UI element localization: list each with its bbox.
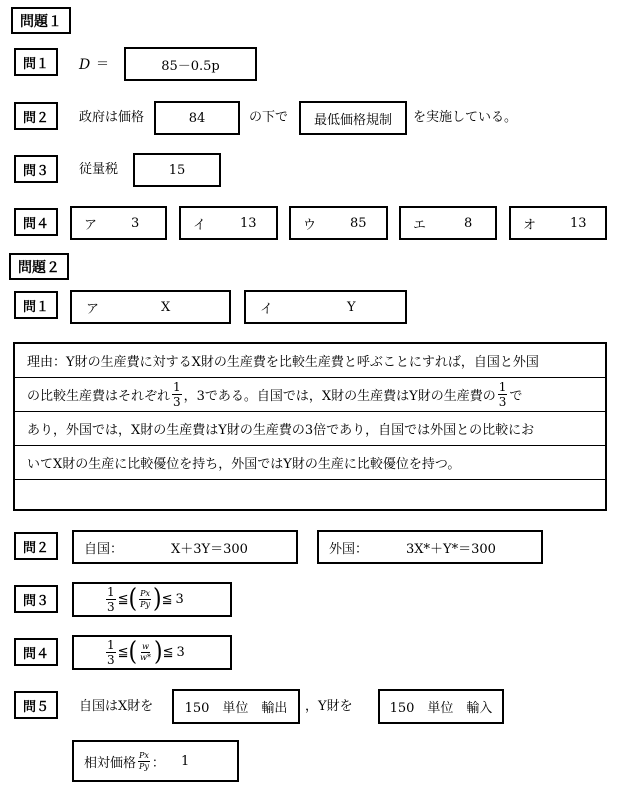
p2-q4-ratio-den: w* [140, 653, 151, 662]
q3-pre: 従量税 [79, 162, 119, 177]
q2-price: 84 [188, 110, 206, 126]
reason-line-3 [15, 412, 605, 446]
q4-key-i: イ [193, 217, 207, 233]
p2-q3-rhs: 3 [175, 592, 184, 607]
reason-text-2b: ，3である。自国では，X財の生産費はY財の生産費の [183, 389, 496, 404]
p2-q4-rparen: ) [154, 636, 163, 667]
q3-answer-box [133, 153, 221, 187]
q4-key-o: オ [523, 217, 537, 233]
p2-q4-le2: ≦ [162, 645, 174, 660]
p2-q4-frac-num: 1 [107, 638, 115, 652]
p2-q1-label: 問１ [14, 291, 58, 319]
q2-pre: 政府は価格 [79, 110, 145, 125]
reason-text-2c: で [509, 389, 523, 404]
q4-val-e: 8 [464, 215, 473, 231]
q4-key-a: ア [84, 217, 98, 233]
q2-mid: の下で [249, 110, 289, 125]
p2-q2-foreign-label: 外国： [329, 541, 369, 557]
p2-q3-le: ≦ [117, 592, 129, 607]
q1-label: 問１ [14, 48, 58, 76]
reason-text-2a: の比較生産費はそれぞれ [27, 389, 171, 404]
reason-frac-den-1: 3 [173, 395, 181, 409]
p2-q3-label: 問３ [14, 585, 58, 613]
p2-q5-pre: 自国はX財を [79, 699, 154, 714]
p2-q2-foreign-eq: 3X*＋Y*＝300 [406, 541, 496, 557]
q1-var: D [79, 57, 91, 73]
p2-q1-i-key: イ [260, 301, 274, 317]
q3-label: 問３ [14, 155, 58, 183]
reason-line-1 [15, 344, 605, 378]
q2-policy: 最低価格規制 [313, 112, 392, 128]
q4-key-u: ウ [303, 217, 317, 233]
p2-q5-rp-box [72, 740, 239, 782]
section-title-2: 問題２ [9, 253, 69, 280]
reason-line-4 [15, 446, 605, 480]
p2-q5-y-ans: 150 単位 輸入 [389, 701, 493, 716]
q2-label: 問２ [14, 102, 58, 130]
p2-q1-i-val: Y [347, 299, 356, 315]
p2-q5-rp-frac [138, 752, 150, 771]
p2-q4-ratio-num: w [142, 642, 149, 651]
p2-q3-ratio-num: Px [140, 589, 151, 598]
reason-text-1: 理由：Y財の生産費に対するX財の生産費を比較生産費と呼ぶことにすれば，自国と外国 [27, 355, 539, 370]
p2-q5-rp-num: Px [139, 750, 149, 760]
p2-q3-le2: ≦ [161, 592, 173, 607]
p2-q2-home-box [72, 530, 298, 564]
p2-q5-y-box [378, 689, 504, 724]
p2-q5-rp-val: 1 [180, 753, 190, 769]
p2-q5-rp-den: Py [139, 761, 149, 771]
p2-q3-frac-num: 1 [107, 585, 115, 599]
q2-post: を実施している。 [413, 110, 518, 125]
p2-q4-label: 問４ [14, 638, 58, 666]
q1-answer: 85－0.5p [161, 58, 220, 74]
p2-q4-rhs: 3 [176, 645, 185, 660]
reason-text-3: あり，外国では，X財の生産費はY財の生産費の3倍であり，自国では外国との比較にお [27, 423, 535, 438]
reason-text-4: いてX財の生産に比較優位を持ち，外国ではY財の生産に比較優位を持つ。 [27, 457, 461, 472]
reason-frac-den-2: 3 [498, 395, 507, 409]
p2-q4-ratio [139, 643, 152, 662]
q4-item-u [289, 206, 388, 240]
reason-line-5 [15, 480, 605, 514]
q4-val-o: 13 [570, 215, 587, 231]
p2-q4-le: ≦ [117, 645, 129, 660]
reason-fraction-1 [172, 381, 182, 408]
q4-label: 問４ [14, 208, 58, 236]
q4-val-a: 3 [131, 215, 140, 231]
p2-q3-ratio [139, 590, 151, 609]
p2-q3-box [72, 582, 232, 617]
p2-q4-lparen: ( [128, 636, 138, 667]
q2-policy-box [299, 101, 407, 135]
p2-q5-x-ans: 150 単位 輸出 [184, 701, 288, 716]
q4-val-u: 85 [350, 215, 367, 231]
p2-q4-frac-den: 3 [107, 653, 115, 667]
section-title-1: 問題１ [11, 7, 71, 34]
reason-line-2 [15, 378, 605, 412]
p2-q4-frac [106, 639, 116, 666]
reason-box [13, 342, 607, 511]
p2-q3-ratio-den: Py [140, 600, 151, 609]
p2-q1-a-box [70, 290, 231, 324]
q4-item-a [70, 206, 167, 240]
p2-q2-foreign-box [317, 530, 543, 564]
q4-item-o [509, 206, 607, 240]
p2-q5-x-box [172, 689, 300, 724]
p2-q3-rparen: ) [153, 583, 162, 614]
q4-key-e: エ [413, 217, 427, 233]
p2-q3-lparen: ( [128, 583, 138, 614]
p2-q1-a-key: ア [86, 301, 100, 317]
q1-answer-box [124, 47, 257, 81]
q4-item-e [399, 206, 497, 240]
reason-fraction-2 [498, 381, 508, 408]
p2-q2-home-eq: X＋3Y＝300 [171, 541, 248, 557]
p2-q3-frac [106, 586, 116, 613]
p2-q2-home-label: 自国： [84, 541, 124, 557]
q2-price-box [154, 101, 240, 135]
p2-q5-mid: ，Y財を [305, 699, 353, 714]
q4-item-i [179, 206, 278, 240]
reason-frac-num-2: 1 [498, 380, 507, 394]
q4-val-i: 13 [240, 215, 257, 231]
p2-q1-i-box [244, 290, 407, 324]
p2-q5-rp-colon: ： [151, 755, 165, 771]
p2-q4-box [72, 635, 232, 670]
p2-q1-a-val: X [161, 299, 171, 315]
p2-q5-label: 問５ [14, 691, 58, 719]
p2-q5-rp-label: 相対価格 [84, 755, 137, 771]
p2-q3-frac-den: 3 [107, 600, 115, 614]
reason-frac-num-1: 1 [173, 380, 181, 394]
p2-q2-label: 問２ [14, 532, 58, 560]
q1-eq: ＝ [96, 57, 110, 72]
q3-answer: 15 [168, 162, 186, 178]
